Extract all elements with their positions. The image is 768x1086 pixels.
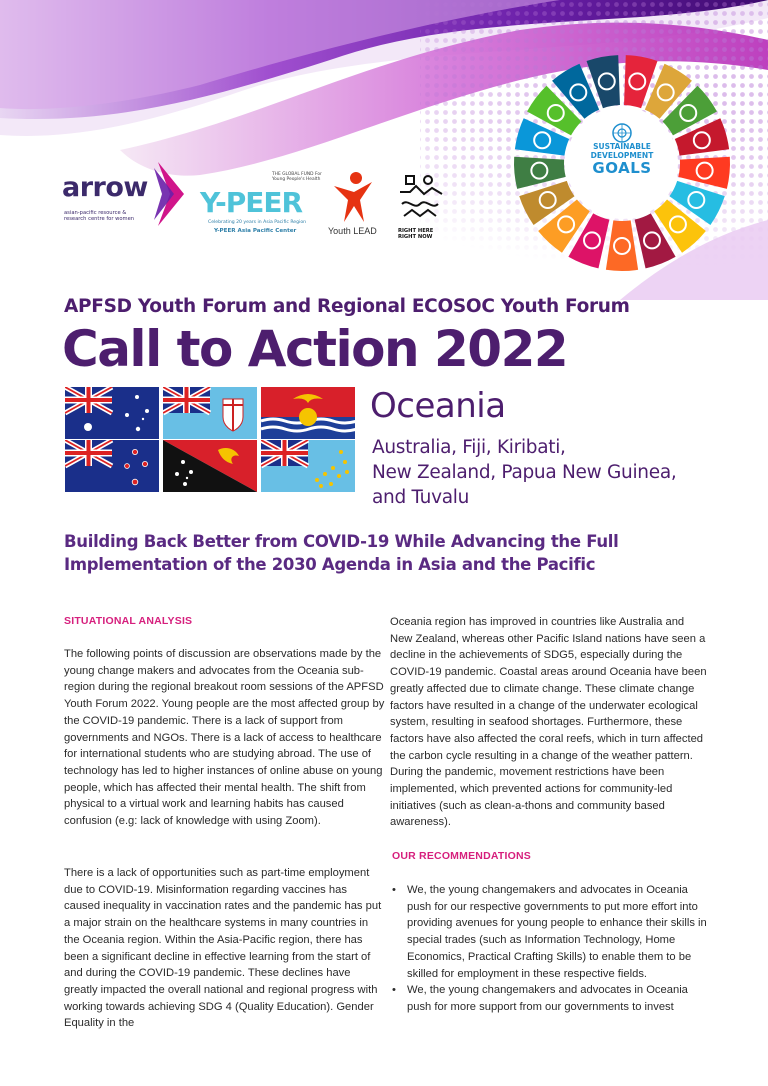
country-line: and Tuvalu <box>372 487 470 508</box>
list-item: • We, the young changemakers and advocates in Oceania push for more support from our governments to invest <box>390 982 708 1015</box>
youthlead-label: Youth LEAD <box>328 226 377 236</box>
ypeer-wordmark: Y-PEER <box>200 186 303 219</box>
global-fund-mark: THE GLOBAL FUND For Young People's Health <box>272 172 322 182</box>
flag-new-zealand <box>65 440 159 492</box>
rhrn-logo <box>398 172 448 242</box>
youthlead-figure-icon <box>328 170 378 224</box>
ypeer-tagline: Celebrating 20 years in Asia Pacific Region <box>208 220 307 225</box>
page-title: Call to Action 2022 <box>62 320 568 378</box>
situational-analysis-heading: SITUATIONAL ANALYSIS <box>64 615 193 627</box>
un-emblem-icon <box>611 122 633 144</box>
arrow-logo <box>62 162 192 232</box>
region-name: Oceania <box>370 386 506 426</box>
recommendations-heading: OUR RECOMMENDATIONS <box>392 850 531 862</box>
arrow-wordmark: arrow <box>62 172 148 203</box>
ypeer-logo <box>200 172 322 242</box>
flag-australia <box>65 387 159 439</box>
flag-kiribati <box>261 387 355 439</box>
sdg-line2: DEVELOPMENT <box>590 151 654 160</box>
country-line: New Zealand, Papua New Guinea, <box>372 462 677 483</box>
sdg-line3: GOALS <box>592 159 652 177</box>
country-line: Australia, Fiji, Kiribati, <box>372 437 566 458</box>
situational-paragraph-1: The following points of discussion are observations made by the young change makers and advocates from the Oceania sub-region during the regional breakout room sessions of the APFSD Youth Forum 2022. Young people are the most affected group by the COVID-19 pandemic. There is a lack of support from governments and NGOs. There is a lack of access to healthcare for international students who are studying abroad. The use of technology has led to higher instances of online abuse on young people, which has affected their mental health. The shift from physical to a virtual work and learning habits has caused confusion (e.g: lack of knowledge with using Zoom). <box>64 648 385 828</box>
rhrn-pattern-icon <box>398 172 446 224</box>
country-list <box>372 435 676 510</box>
recommendations-list <box>390 882 708 1016</box>
flag-papua-new-guinea <box>163 440 257 492</box>
document-subtitle: Building Back Better from COVID-19 While Advancing the Full Implementation of the 2030 Agenda in Asia and the Pacific <box>64 532 619 574</box>
youthlead-logo <box>328 170 394 240</box>
arrow-tagline: asian-pacific resource & research centre for women <box>64 210 135 222</box>
forum-kicker: APFSD Youth Forum and Regional ECOSOC Youth Forum <box>64 296 630 317</box>
arrow-chevron-icon <box>154 162 190 226</box>
situational-paragraph-3: Oceania region has improved in countries like Australia and New Zealand, whereas other Pacific Island nations have seen a decline in the achievements of SDG5, especially during the COVID-19 pandemic. Coastal areas around Oceania have been greatly affected due to climate change. These climate change factors have resulted in a change of the underwater ecological system, resulting in seafood shortages. Furthermore, these factors have also affected the coral reefs, which in turn affected the carbon cycle resulting in a change of the weather pattern. During the pandemic, movement restrictions have been implemented, which prevented actions for community-led initiatives (such as clean-a-thons and community based awareness). <box>390 616 707 829</box>
list-item: • We, the young changemakers and advocates in Oceania push for our respective governments to put more effort into providing avenues for young people to enhance their skills in special trades (such as Information Technology, Home Economics, Practical Crafting Skills) to enable them to be skilled for employment in these respective fields. <box>390 882 708 982</box>
situational-paragraph-2: There is a lack of opportunities such as part-time employment due to COVID-19. Misinformation regarding vaccines has caused inequality in vaccination rates and the pandemic has put a major strain on the healthcare systems in many countries in the Oceania region. Within the Asia-Pacific region, there has been a significant decline in effective learning from the start of and during the COVID-19 pandemic. These declines have greatly impacted the overall national and regional progress with working towards achieving SDG 4 (Quality Education). Gender Equality in the <box>64 867 382 1030</box>
sdg-line1: SUSTAINABLE <box>593 142 651 151</box>
flag-tuvalu <box>261 440 355 492</box>
rhrn-label: RIGHT HERE RIGHT NOW <box>398 228 434 240</box>
ypeer-center-label: Y-PEER Asia Pacific Center <box>214 228 297 234</box>
flag-fiji <box>163 387 257 439</box>
sdg-segment <box>606 220 638 271</box>
sdg-center-label <box>581 122 663 204</box>
